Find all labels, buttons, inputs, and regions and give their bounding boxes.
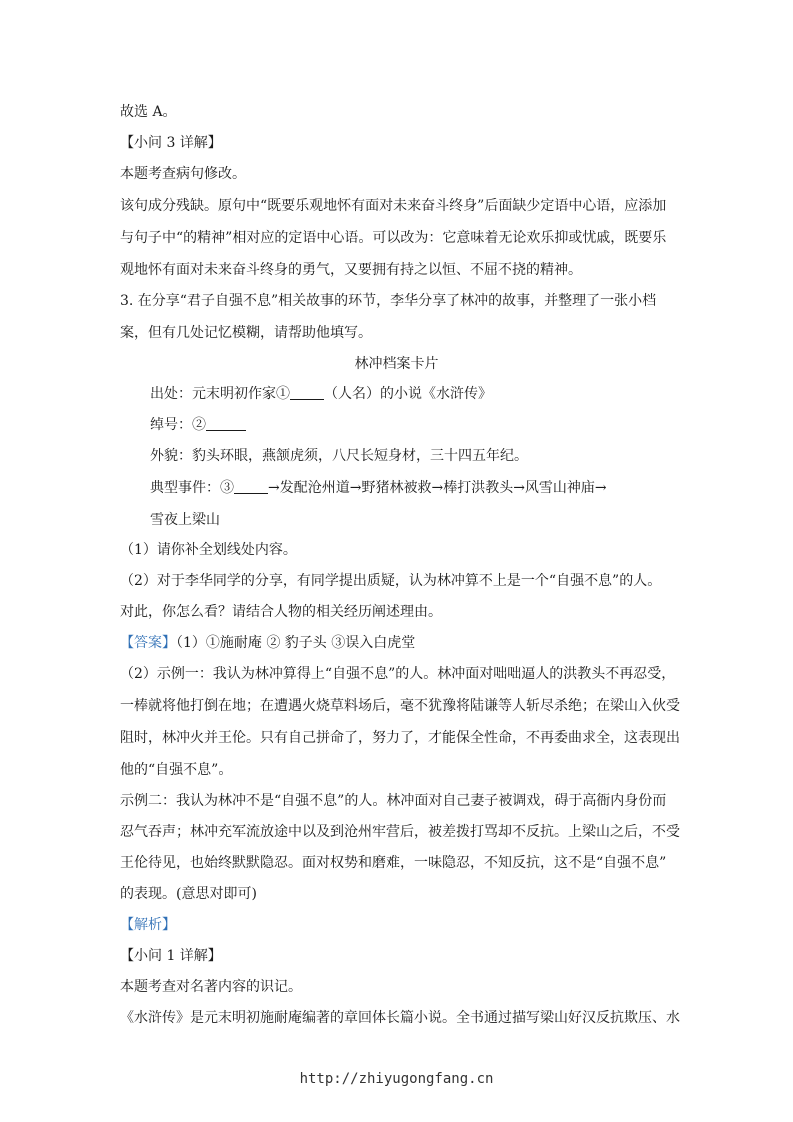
text-line: 与句子中“的精神”相对应的定语中心语。可以改为：它意味着无论欢乐抑或忧戚，既要乐 [120,230,667,246]
answer-text: 他的“自强不息”。 [120,762,233,778]
text-line: 观地怀有面对未来奋斗终身的勇气，又要拥有持之以恒、不屈不挠的精神。 [120,262,582,278]
card-nickname-label: 绰号：② [150,417,206,433]
card-nickname [150,415,246,435]
sub-question-1: （1）请你补全划线处内容。 [120,542,297,558]
card-events-continued: 雪夜上梁山 [150,512,220,528]
text-line: 该句成分残缺。原句中“既要乐观地怀有面对未来奋斗终身”后面缺少定语中心语，应添加 [120,198,667,214]
card-events-rest: →发配沧州道→野猪林被救→棒打洪教头→风雪山神庙→ [268,480,607,496]
answer-line-1 [120,633,415,653]
text-line: 故选 A。 [120,104,177,120]
blank-2 [206,416,246,431]
footer-url: http://zhiyugongfang.cn [299,1071,494,1087]
text-line: 本题考查对名著内容的识记。 [120,979,302,995]
answer-text: 的表现。(意思对即可) [120,886,257,902]
section-heading: 【小问 3 详解】 [120,135,222,151]
question-stem: 3. 在分享“君子自强不息”相关故事的环节，李华分享了林冲的故事，并整理了一张小档 [120,293,657,309]
card-appearance: 外貌：豹头环眼，燕颔虎须，八尺长短身材，三十四五年纪。 [150,448,528,464]
card-events [150,478,607,498]
answer-text: （2）示例一：我认为林冲算得上“自强不息”的人。林冲面对咄咄逼人的洪教头不再忍受， [120,666,676,682]
blank-1 [290,385,324,400]
text-line: 本题考查病句修改。 [120,166,246,182]
blank-3 [234,479,268,494]
card-events-label: 典型事件：③ [150,480,234,496]
card-source [150,384,492,404]
answer-1: （1）①施耐庵 ② 豹子头 ③误入白虎堂 [176,635,416,651]
card-title: 林冲档案卡片 [354,356,439,372]
answer-text: 王伦待见，也始终默默隐忍。面对权势和磨难，一味隐忍，不知反抗，这不是“自强不息” [120,855,667,871]
question-stem: 案，但有几处记忆模糊，请帮助他填写。 [120,325,372,341]
answer-text: 阻时，林冲火并王伦。只有自己拼命了，努力了，才能保全性命，不再委曲求全，这表现出 [120,730,680,746]
sub-question-2-cont: 对此，你怎么看？请结合人物的相关经历阐述理由。 [120,604,442,620]
answer-text: 一棒就将他打倒在地；在遭遇火烧草料场后，毫不犹豫将陆谦等人斩尽杀绝；在梁山入伙受 [120,698,680,714]
answer-text: 示例二：我认为林冲不是“自强不息”的人。林冲面对自己妻子被调戏，碍于高衙内身份而 [120,793,667,809]
answer-text: 忍气吞声；林冲充军流放途中以及到沧州牢营后，被差拨打骂却不反抗。上梁山之后，不受 [120,824,680,840]
answer-tag: 【答案】 [120,635,176,651]
analysis-tag: 【解析】 [120,917,176,933]
sub-question-2: （2）对于李华同学的分享，有同学提出质疑，认为林冲算不上是一个“自强不息”的人。 [120,573,662,589]
card-source-rest: （人名）的小说《水浒传》 [324,386,492,402]
card-source-label: 出处：元末明初作家① [150,386,290,402]
text-line: 《水浒传》是元末明初施耐庵编著的章回体长篇小说。全书通过描写梁山好汉反抗欺压、水 [120,1010,680,1026]
section-heading: 【小问 1 详解】 [120,948,222,964]
